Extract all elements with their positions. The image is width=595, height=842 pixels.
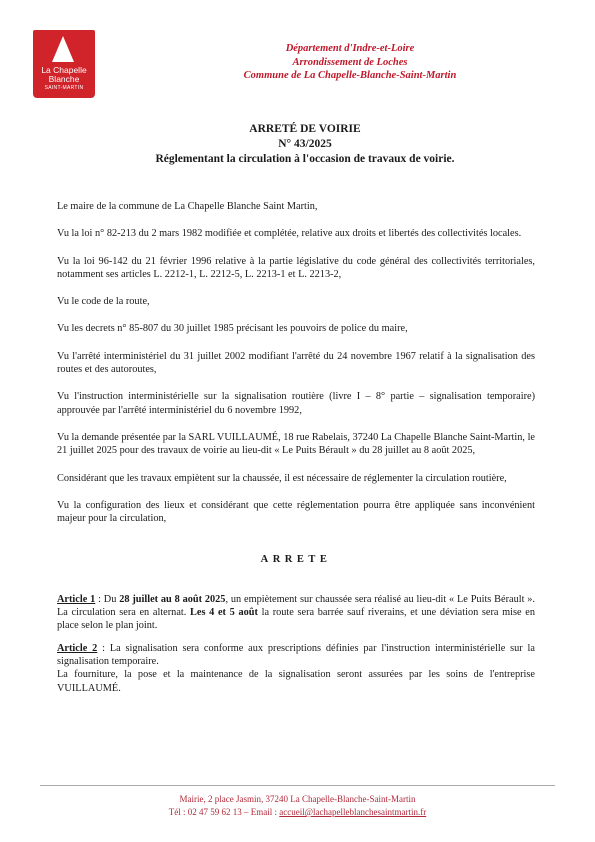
article-2 [57,642,535,695]
footer-address: Mairie, 2 place Jasmin, 37240 La Chapelle-Blanche-Saint-Martin [179,794,416,804]
article-1 [57,593,535,633]
article-1-closure-dates: Les 4 et 5 août [190,607,258,619]
header-commune: Commune de La Chapelle-Blanche-Saint-Martin [243,70,457,81]
paragraph-vu-demande: Vu la demande présentée par la SARL VUILLAUMÉ, 18 rue Rabelais, 37240 La Chapelle Blanche Saint-Martin, le 21 juillet 2025 pour des travaux de voirie au lieu-dit « Le Puits Bérault » du 28 juillet au 8 août 2025, [57,431,535,457]
article-1-text-1: , un empiètement sur chaussée sera réalisé au lieu-dit « Le Puits Bérault ». La circulation sera en alternat. [57,593,535,619]
title-number: N° 43/2025 [278,138,332,150]
paragraph-considerant: Considérant que les travaux empiètent sur la chaussée, il est nécessaire de réglementer la circulation routière, [57,472,507,484]
footer-tel: Tél : 02 47 59 62 13 – Email : [168,807,280,817]
article-2-label: Article 2 [57,642,98,654]
header-arrondissement: Arrondissement de Loches [292,56,408,68]
article-1-dates: 28 juillet au 8 août 2025 [119,593,226,605]
footer-divider [40,785,555,786]
paragraph-vu-loi-96: Vu la loi 96-142 du 21 février 1996 relative à la partie législative du code général des collectivités territoriales, notamment ses articles L. 2212-1, L. 2212-5, L. 2213-1 et L. 2213-2, [57,255,535,280]
footer-email-link[interactable]: accueil@lachapelleblanchesaintmartin.fr [279,807,427,817]
logo-emblem-icon [52,36,74,62]
logo-text [33,66,95,92]
footer [40,793,555,819]
logo-line-3: SAINT-MARTIN [44,85,84,91]
footer-contact [40,806,555,819]
commune-logo [33,30,95,98]
article-2-text-2: La fourniture, la pose et la maintenance de la signalisation seront assurées par les soins de l'entreprise VUILLAUMÉ. [57,669,535,694]
article-1-sep: : Du [95,593,120,605]
paragraph-vu-instruction: Vu l'instruction interministérielle sur la signalisation routière (livre I – 8° partie – signalisation temporaire) approuvée par l'arrêté interministériel du 6 novembre 1992, [57,391,535,416]
arrete-heading: ARRETE [260,554,332,566]
paragraph-vu-code-route: Vu le code de la route, [57,296,150,308]
article-2-text-1: : La signalisation sera conforme aux prescriptions définies par l'instruction interministérielle sur la signalisation temporaire. [57,642,535,667]
document-body [57,200,535,695]
paragraph-vu-arrete-2002: Vu l'arrêté interministériel du 31 juillet 2002 modifiant l'arrêté du 24 novembre 1967 relatif à la signalisation des routes et des autoroutes, [57,350,535,376]
paragraph-intro: Le maire de la commune de La Chapelle Blanche Saint Martin, [57,201,318,212]
logo-line-1: La Chapelle [41,65,87,75]
paragraph-vu-configuration: Vu la configuration des lieux et considérant que cette réglementation pourra être appliquée sans inconvénient majeur pour la circulation, [57,499,535,525]
paragraph-vu-decrets: Vu les decrets n° 85-807 du 30 juillet 1985 précisant les pouvoirs de police du maire, [57,323,408,335]
title-type: ARRETÉ DE VOIRIE [249,123,361,135]
article-1-text-2: la route sera barrée sauf riverains, et une déviation sera mise en place selon le plan joint. [57,607,536,632]
letterhead [150,42,550,83]
paragraph-vu-loi-82: Vu la loi n° 82-213 du 2 mars 1982 modifiée et complétée, relative aux droits et libertés des collectivités locales. [57,228,522,240]
article-1-label: Article 1 [57,593,96,605]
header-department: Département d'Indre-et-Loire [285,43,415,54]
document-title [40,122,570,167]
title-subject: Réglementant la circulation à l'occasion de travaux de voirie. [155,153,455,165]
logo-line-2: Blanche [48,74,80,84]
